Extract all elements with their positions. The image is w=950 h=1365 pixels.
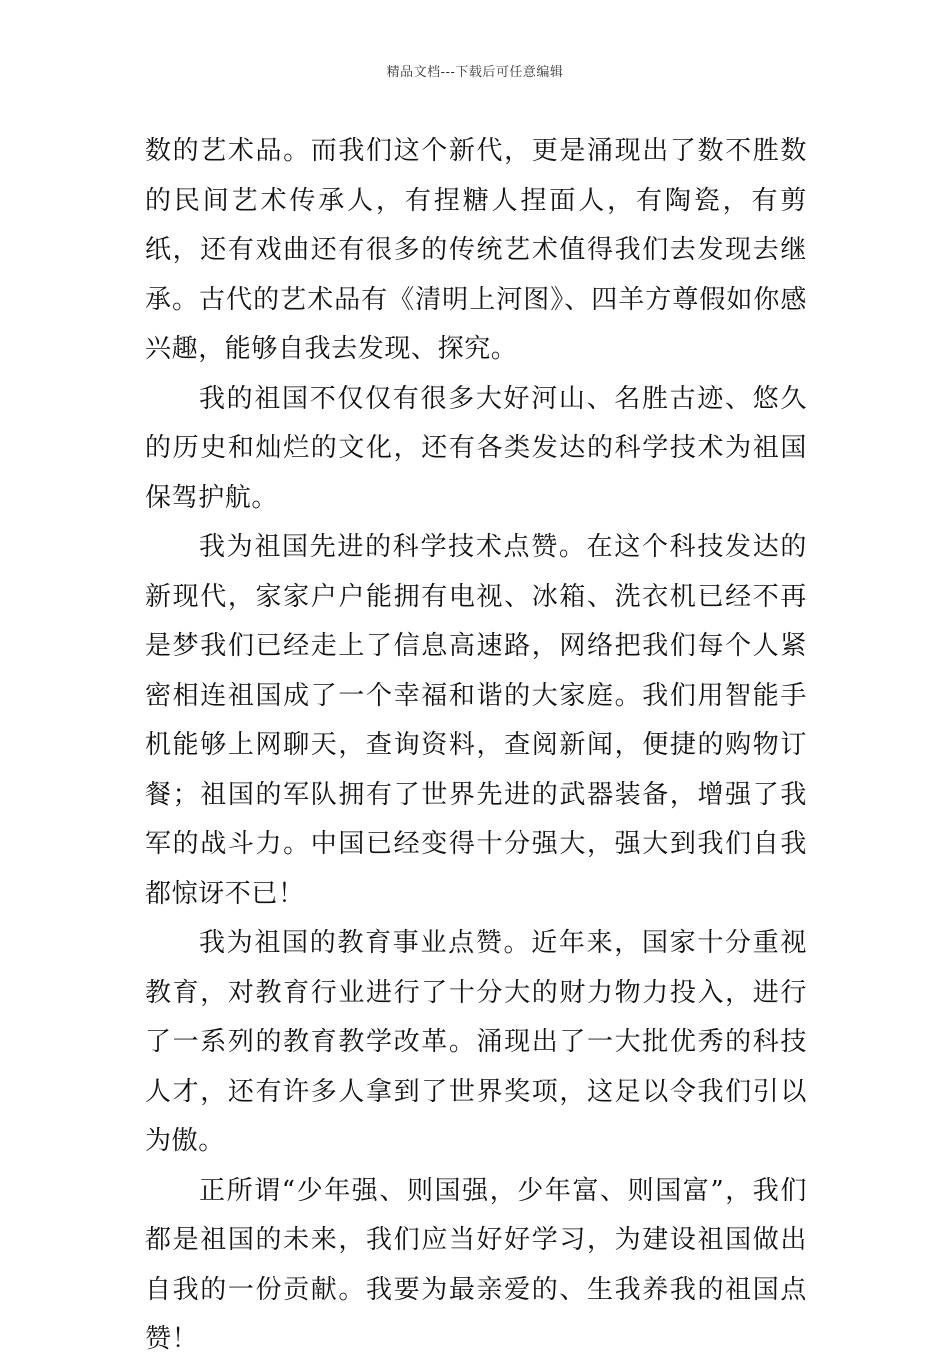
document-body [145, 127, 807, 1365]
page-header: 精品文档---下载后可任意编辑 [386, 65, 564, 80]
paragraph-1: 数的艺术品。而我们这个新代，更是涌现出了数不胜数的民间艺术传承人，有捏糖人捏面人，有陶瓷，有剪纸，还有戏曲还有很多的传统艺术值得我们去发现去继承。古代的艺术品有《清明上河图》、四羊方尊假如你感兴趣，能够自我去发现、探究。 [145, 136, 807, 364]
paragraph-5: 正所谓“少年强、则国强，少年富、则国富”，我们都是祖国的未来，我们应当好好学习，为建设祖国做出自我的一份贡献。我要为最亲爱的、生我养我的祖国点赞！ [145, 1175, 807, 1354]
paragraph-3: 我为祖国先进的科学技术点赞。在这个科技发达的新现代，家家户户能拥有电视、冰箱、洗衣机已经不再是梦我们已经走上了信息高速路，网络把我们每个人紧密相连祖国成了一个幸福和谐的大家庭。我们用智能手机能够上网聊天，查询资料，查阅新闻，便捷的购物订餐；祖国的军队拥有了世界先进的武器装备，增强了我军的战斗力。中国已经变得十分强大，强大到我们自我都惊讶不已！ [145, 532, 807, 909]
paragraph-4: 我为祖国的教育事业点赞。近年来，国家十分重视教育，对教育行业进行了十分大的财力物力投入，进行了一系列的教育教学改革。涌现出了一大批优秀的科技人才，还有许多人拿到了世界奖项，这足以令我们引以为傲。 [145, 928, 807, 1156]
paragraph-2: 我的祖国不仅仅有很多大好河山、名胜古迹、悠久的历史和灿烂的文化，还有各类发达的科学技术为祖国保驾护航。 [145, 383, 807, 513]
